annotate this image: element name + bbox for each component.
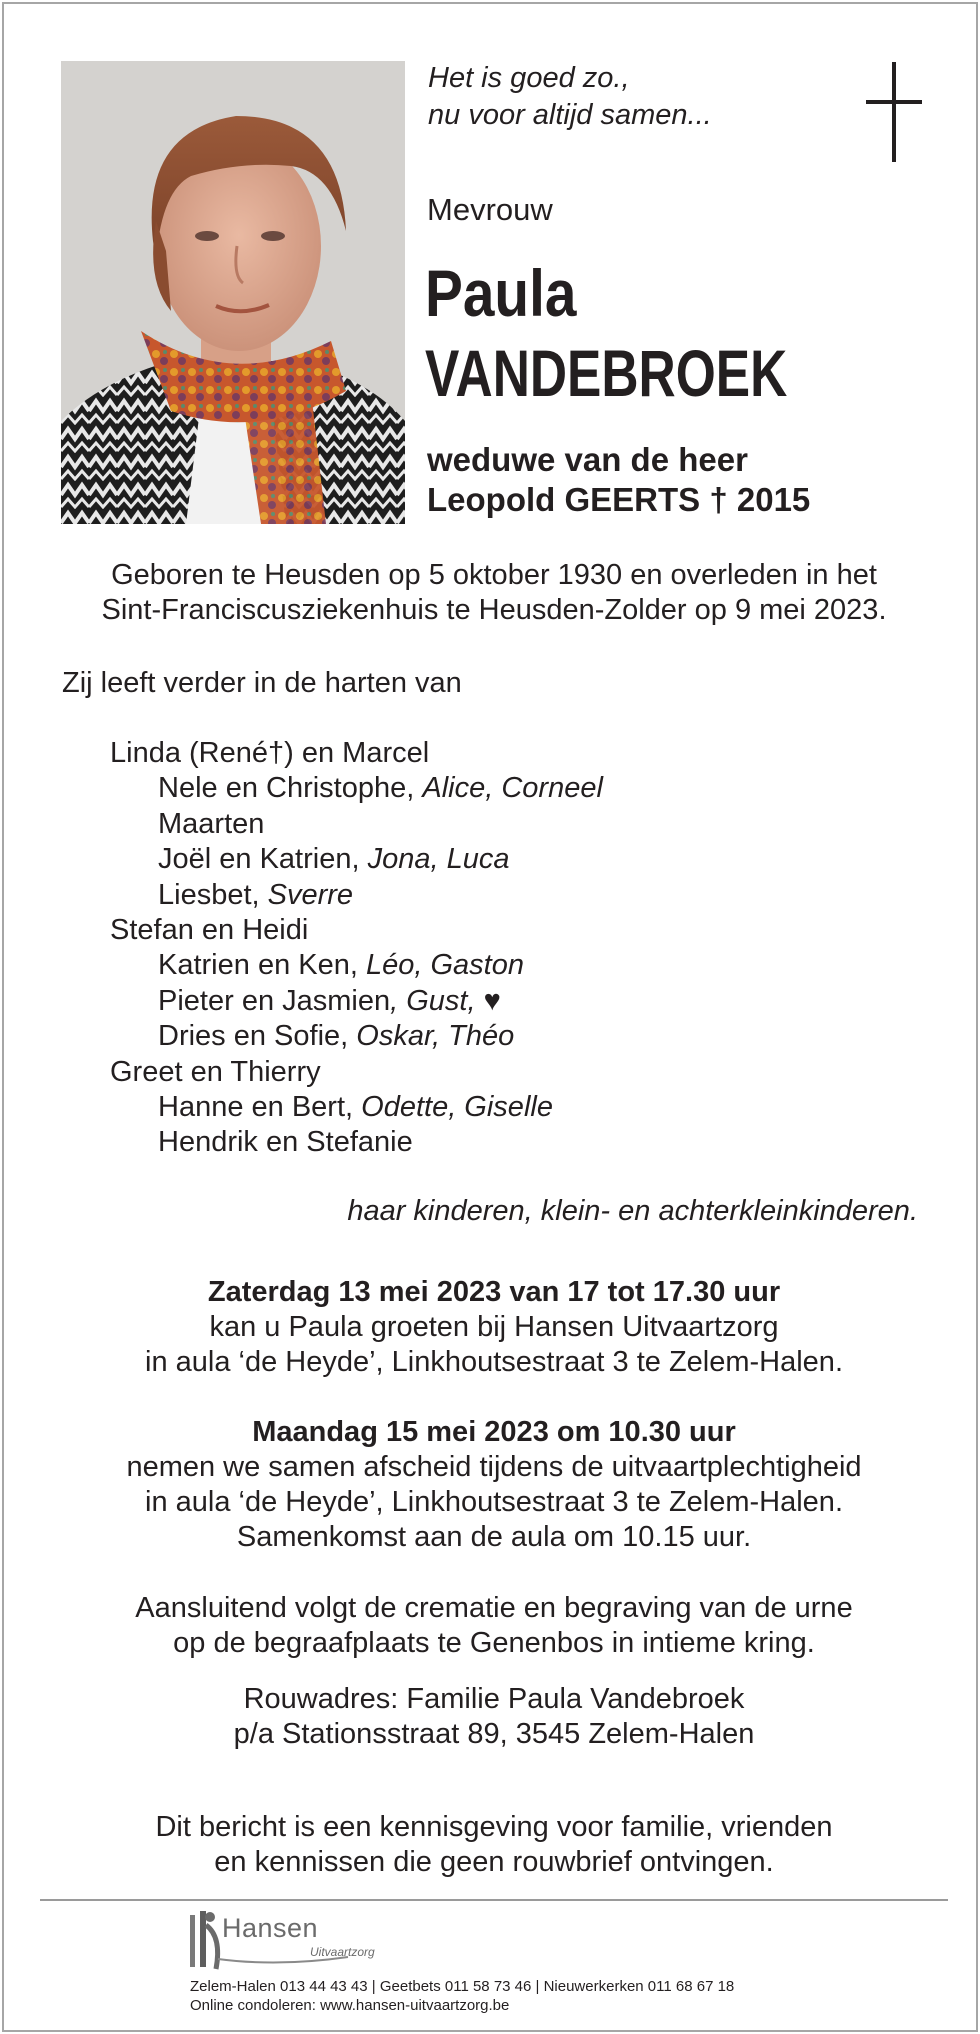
obituary-card xyxy=(2,2,978,2032)
family-member-children: Jona, Luca xyxy=(367,843,510,876)
birth-line-2: Sint-Franciscusziekenhuis te Heusden-Zolder op 9 mei 2023. xyxy=(101,594,887,626)
deceased-last-name: VANDEBROEK xyxy=(425,336,788,410)
cremation-line-1: Aansluitend volgt de crematie en begraving van de urne xyxy=(135,1592,853,1624)
quote-line-2: nu voor altijd samen... xyxy=(428,99,712,131)
portrait-illustration xyxy=(61,61,405,524)
footer-divider xyxy=(40,1899,948,1901)
portrait-photo xyxy=(61,61,405,524)
family-member-names: Hendrik en Stefanie xyxy=(158,1126,413,1159)
cremation-line-2: op de begraafplaats te Genenbos in intieme kring. xyxy=(173,1627,815,1659)
family-member-children: Léo, Gaston xyxy=(365,949,524,982)
family-member-children: , Gust, ♥ xyxy=(390,984,501,1017)
family-member-names: Katrien en Ken, xyxy=(158,949,366,982)
family-member-row xyxy=(110,1125,603,1160)
family-member-row xyxy=(110,736,603,771)
funeral-heading: Maandag 15 mei 2023 om 10.30 uur xyxy=(252,1416,736,1448)
footer-phone-line: Zelem-Halen 013 44 43 43 | Geetbets 011 58 73 46 | Nieuwerkerken 011 68 67 18 xyxy=(190,1978,735,1995)
family-member-names: Dries en Sofie, xyxy=(158,1020,357,1053)
family-member-row xyxy=(110,1090,603,1125)
family-member-row xyxy=(110,948,603,983)
family-member-children: Sverre xyxy=(267,878,354,911)
address-line-1: Rouwadres: Familie Paula Vandebroek xyxy=(243,1683,745,1715)
deceased-first-name: Paula xyxy=(425,256,577,330)
footer-condolence-line: Online condoleren: www.hansen-uitvaartzorg.be xyxy=(190,1997,510,2014)
funeral-line-3: Samenkomst aan de aula om 10.15 uur. xyxy=(236,1521,752,1553)
family-member-row xyxy=(110,1019,603,1054)
birth-death-details xyxy=(4,558,980,628)
family-member-names: Stefan en Heidi xyxy=(110,914,309,947)
funeral-block xyxy=(4,1415,980,1555)
widow-line-2: Leopold GEERTS † 2015 xyxy=(427,481,811,518)
widow-of xyxy=(427,440,810,520)
family-intro: Zij leeft verder in de harten van xyxy=(62,667,462,699)
family-member-names: Nele en Christophe, xyxy=(158,772,423,805)
family-member-names: Liesbet, xyxy=(158,878,268,911)
mourning-address xyxy=(4,1682,980,1752)
family-member-children: Odette, Giselle xyxy=(361,1091,553,1124)
funeral-line-2: in aula ‘de Heyde’, Linkhoutsestraat 3 te Zelem-Halen. xyxy=(145,1486,843,1518)
visitation-line-2: in aula ‘de Heyde’, Linkhoutsestraat 3 te Zelem-Halen. xyxy=(145,1346,843,1378)
logo-subtitle: Uitvaartzorg xyxy=(310,1945,375,1959)
family-member-names: Maarten xyxy=(158,807,265,840)
address-line-2: p/a Stationsstraat 89, 3545 Zelem-Halen xyxy=(233,1718,755,1750)
family-member-row xyxy=(110,842,603,877)
family-member-children: Oskar, Théo xyxy=(356,1020,515,1053)
visitation-block xyxy=(4,1275,980,1380)
visitation-heading: Zaterdag 13 mei 2023 van 17 tot 17.30 uur xyxy=(207,1276,781,1308)
family-member-row xyxy=(110,771,603,806)
family-member-row xyxy=(110,913,603,948)
visitation-line-1: kan u Paula groeten bij Hansen Uitvaartzorg xyxy=(209,1311,779,1343)
notice-line-1: Dit bericht is een kennisgeving voor familie, vrienden xyxy=(155,1811,833,1843)
family-closing: haar kinderen, klein- en achterkleinkinderen. xyxy=(347,1195,918,1227)
family-member-names: Joël en Katrien, xyxy=(158,843,368,876)
family-list xyxy=(110,736,603,1161)
family-member-names: Linda (René†) en Marcel xyxy=(110,737,430,769)
family-member-row xyxy=(110,807,603,842)
family-member-row xyxy=(110,1055,603,1090)
family-member-row xyxy=(110,878,603,913)
family-member-names: Greet en Thierry xyxy=(110,1055,321,1088)
widow-line-1: weduwe van de heer xyxy=(427,441,748,478)
cross-icon xyxy=(866,62,922,162)
family-member-names: Hanne en Bert, xyxy=(158,1091,362,1124)
logo-name: Hansen xyxy=(222,1913,319,1943)
birth-line-1: Geboren te Heusden op 5 oktober 1930 en overleden in het xyxy=(111,559,877,591)
family-member-names: Pieter en Jasmien xyxy=(158,984,391,1017)
salutation: Mevrouw xyxy=(427,192,553,227)
footer-contact xyxy=(190,1977,734,2015)
family-member-row xyxy=(110,984,603,1019)
family-member-children: Alice, Corneel xyxy=(422,772,603,805)
notice-block xyxy=(4,1810,980,1880)
cremation-block xyxy=(4,1591,980,1661)
quote xyxy=(428,60,712,134)
notice-line-2: en kennissen die geen rouwbrief ontvingen. xyxy=(214,1846,774,1878)
quote-line-1: Het is goed zo., xyxy=(428,62,630,94)
funeral-line-1: nemen we samen afscheid tijdens de uitvaartplechtigheid xyxy=(126,1451,862,1483)
